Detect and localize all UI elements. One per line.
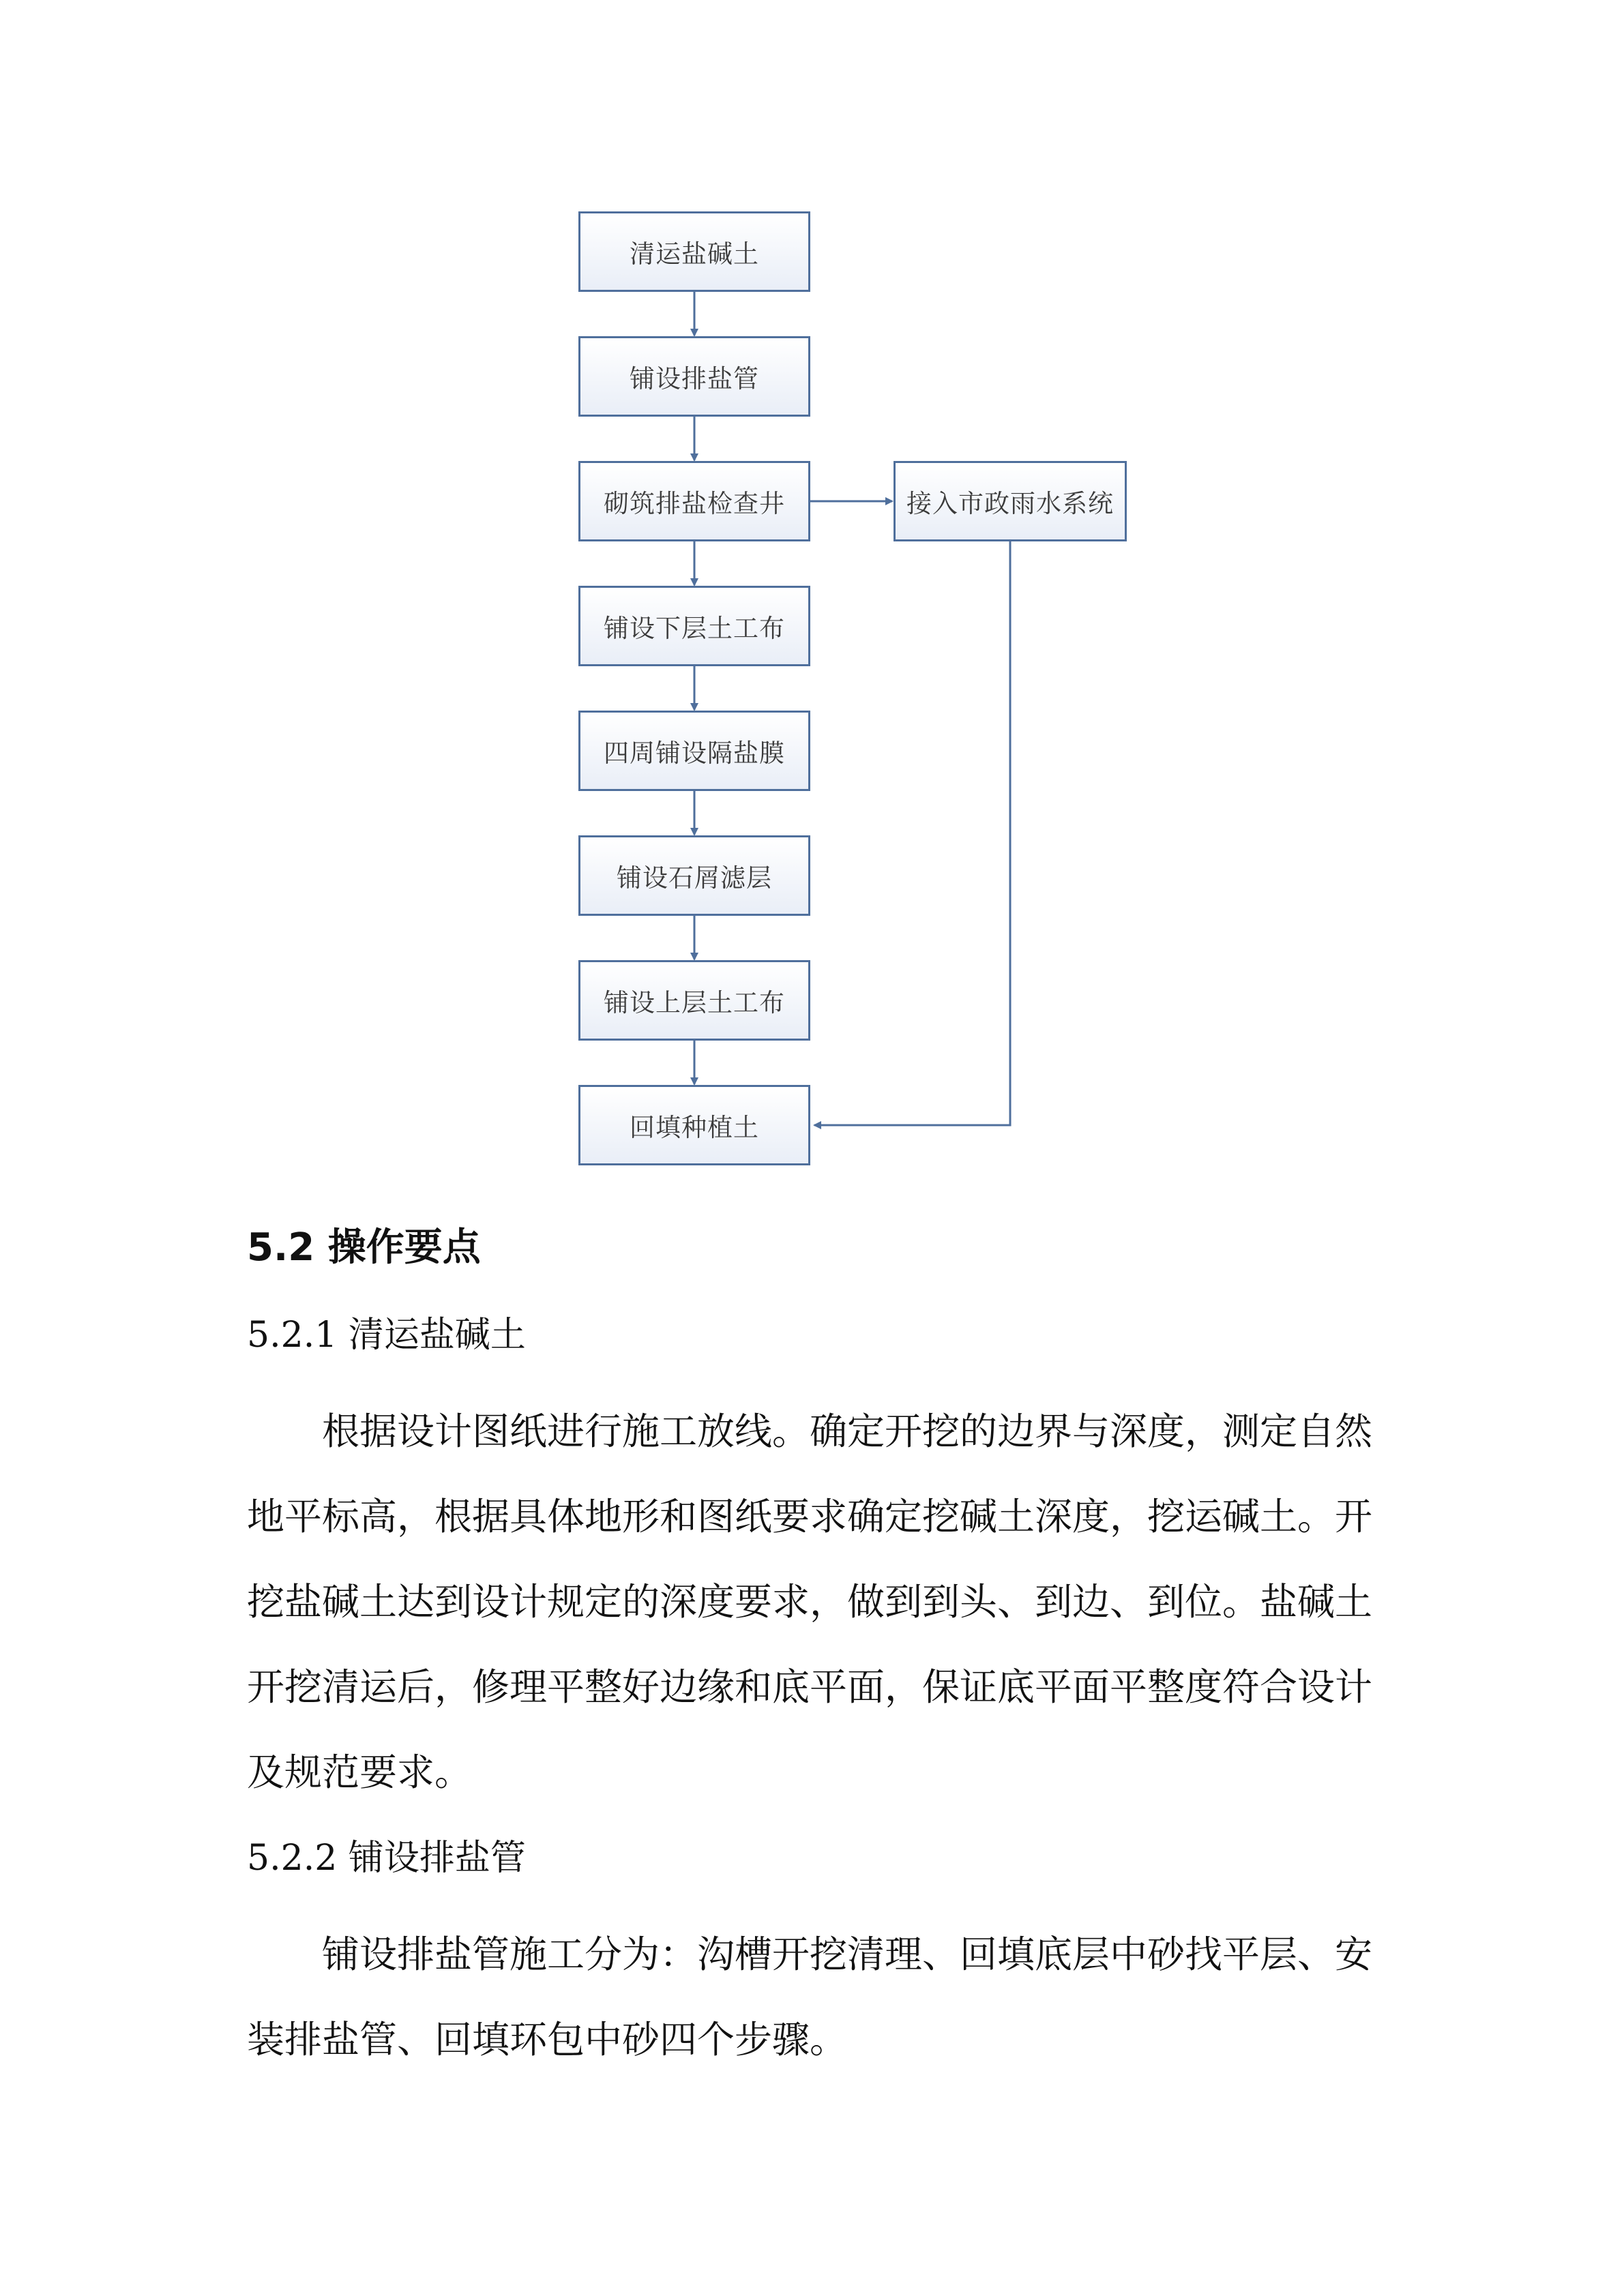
paragraph-5-2-1 <box>247 1389 1379 1815</box>
arrow-side-to-step8 <box>814 541 1010 1125</box>
subsection-title-5-2-1: 5.2.1 清运盐碱土 <box>247 1315 526 1356</box>
paragraph-line: 开挖清运后，修理平整好边缘和底平面，保证底平面平整度符合设计 <box>247 1665 1373 1709</box>
paragraph-line: 铺设排盐管施工分为：沟槽开挖清理、回填底层中砂找平层、安 <box>322 1933 1373 1976</box>
flow-side-step: 接入市政雨水系统 <box>894 461 1127 541</box>
subsection-title-5-2-2: 5.2.2 铺设排盐管 <box>247 1838 526 1879</box>
flow-step-4: 铺设下层土工布 <box>578 586 810 666</box>
flow-step-7: 铺设上层土工布 <box>578 960 810 1041</box>
paragraph-line: 及规范要求。 <box>247 1750 473 1794</box>
flow-step-8: 回填种植土 <box>578 1085 810 1165</box>
paragraph-line: 装排盐管、回填环包中砂四个步骤。 <box>247 2018 848 2061</box>
flow-step-1: 清运盐碱土 <box>578 211 810 292</box>
flow-step-5: 四周铺设隔盐膜 <box>578 711 810 791</box>
flow-step-6: 铺设石屑滤层 <box>578 835 810 916</box>
paragraph-line: 挖盐碱土达到设计规定的深度要求，做到到头、到边、到位。盐碱土 <box>247 1580 1373 1624</box>
paragraph-line: 根据设计图纸进行施工放线。确定开挖的边界与深度，测定自然 <box>322 1410 1373 1453</box>
paragraph-5-2-2 <box>247 1912 1379 2083</box>
paragraph-line: 地平标高，根据具体地形和图纸要求确定挖碱土深度，挖运碱土。开 <box>247 1495 1373 1538</box>
flow-step-2: 铺设排盐管 <box>578 336 810 417</box>
section-heading: 5.2 操作要点 <box>247 1225 481 1270</box>
flow-step-3: 砌筑排盐检查井 <box>578 461 810 541</box>
